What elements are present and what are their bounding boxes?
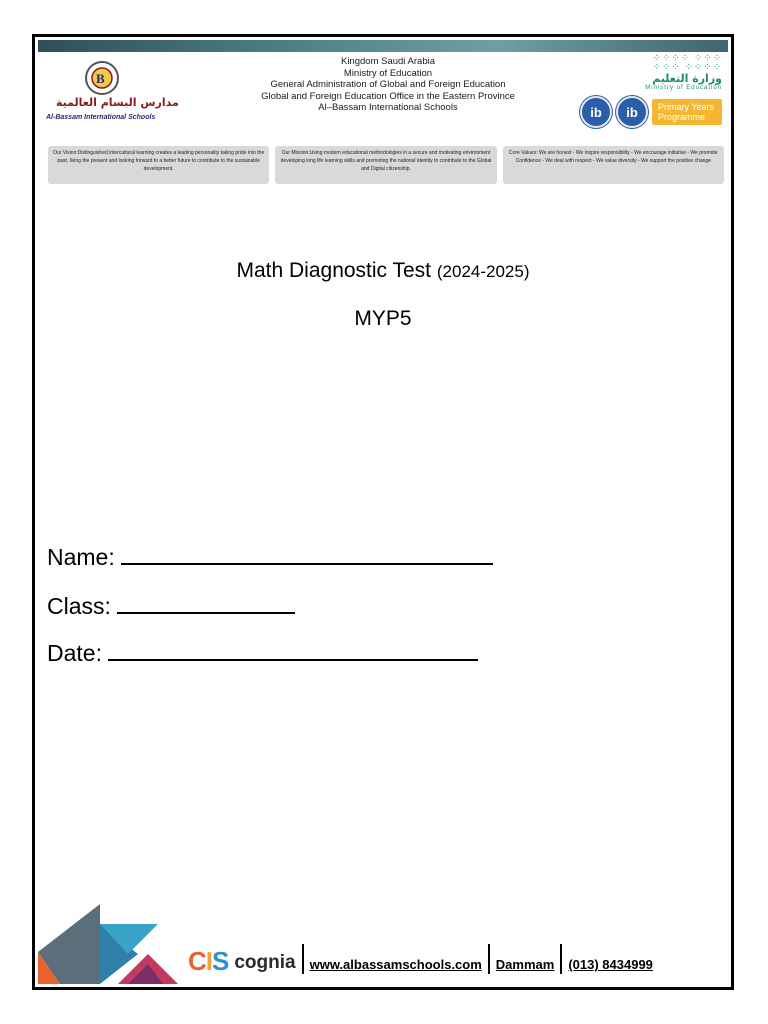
footer-triangles-icon bbox=[38, 904, 188, 984]
ministry-logo-english: Ministry of Education bbox=[645, 85, 722, 91]
vision-box: Our Vision:Distinguished intercultural learning creates a leading personality taking pride into the past, living the present and looking forward to a better future to contribute to the sustainable development. bbox=[48, 146, 269, 184]
school-name-arabic: مدارس البسام العالمية bbox=[56, 96, 179, 109]
page-border bbox=[32, 34, 734, 990]
ministry-logo bbox=[612, 54, 722, 94]
values-box: Core Values: We are honest - We inspire responsibility - We encourage initiative - We promote Confidence - We deal with respect - We value diversity - We support the positive change bbox=[503, 146, 724, 184]
ib-logo-icon-2: ib bbox=[616, 96, 648, 128]
class-line[interactable] bbox=[117, 592, 295, 614]
svg-text:B: B bbox=[96, 71, 105, 86]
name-label: Name: bbox=[47, 544, 115, 570]
cis-logo: CIS bbox=[188, 946, 229, 976]
country-line: Kingdom Saudi Arabia bbox=[340, 56, 435, 67]
city-text: Dammam bbox=[495, 957, 555, 972]
class-field[interactable] bbox=[47, 592, 295, 620]
title-year: (2024-2025) bbox=[436, 262, 530, 281]
letterhead bbox=[38, 52, 728, 172]
phone-text: (013) 8434999 bbox=[568, 957, 653, 972]
cognia-logo: cognia bbox=[234, 952, 296, 973]
office-line: Global and Foreign Education Office in the Eastern Province bbox=[261, 90, 515, 102]
footer-divider bbox=[560, 944, 562, 974]
date-line[interactable] bbox=[108, 639, 478, 661]
mission-box: Our Mission:Using modern educational methodologies in a secure and motivating environment developing long life learning skills and promoting the national identity to contribute to the Global and Digital citizenship. bbox=[275, 146, 496, 184]
name-line[interactable] bbox=[121, 543, 493, 565]
ministry-logo-arabic: وزارة التعليم bbox=[652, 72, 722, 85]
header-band bbox=[38, 40, 728, 52]
ib-logo-icon: ib bbox=[580, 96, 612, 128]
date-field[interactable] bbox=[47, 639, 478, 667]
class-label: Class: bbox=[47, 593, 111, 619]
grade-subtitle: MYP5 bbox=[354, 307, 412, 330]
footer-divider bbox=[488, 944, 490, 974]
name-field[interactable] bbox=[47, 543, 493, 571]
ib-logos bbox=[580, 96, 722, 128]
website-link[interactable]: www.albassamschools.com bbox=[309, 957, 482, 972]
title-text: Math Diagnostic Test bbox=[236, 259, 432, 282]
date-label: Date: bbox=[47, 640, 102, 666]
statement-boxes bbox=[48, 146, 724, 184]
school-name-english: Al-Bassam International Schools bbox=[46, 114, 156, 121]
letterhead-text bbox=[228, 56, 548, 114]
footer-divider bbox=[302, 944, 304, 974]
page-title bbox=[35, 259, 731, 283]
footer-info bbox=[188, 944, 653, 974]
school-line: Al–Bassam International Schools bbox=[318, 102, 458, 113]
administration-line: General Administration of Global and Foreign Education bbox=[270, 79, 506, 90]
ministry-line: Ministry of Education bbox=[343, 67, 433, 79]
ministry-dots-icon: ⁘⁘⁘⁘ ⁘⁘⁘ ⁘⁘⁘ ⁘⁘⁘⁘ bbox=[652, 53, 722, 73]
footer bbox=[38, 904, 728, 984]
pyp-badge: Primary Years Programme bbox=[652, 99, 722, 125]
